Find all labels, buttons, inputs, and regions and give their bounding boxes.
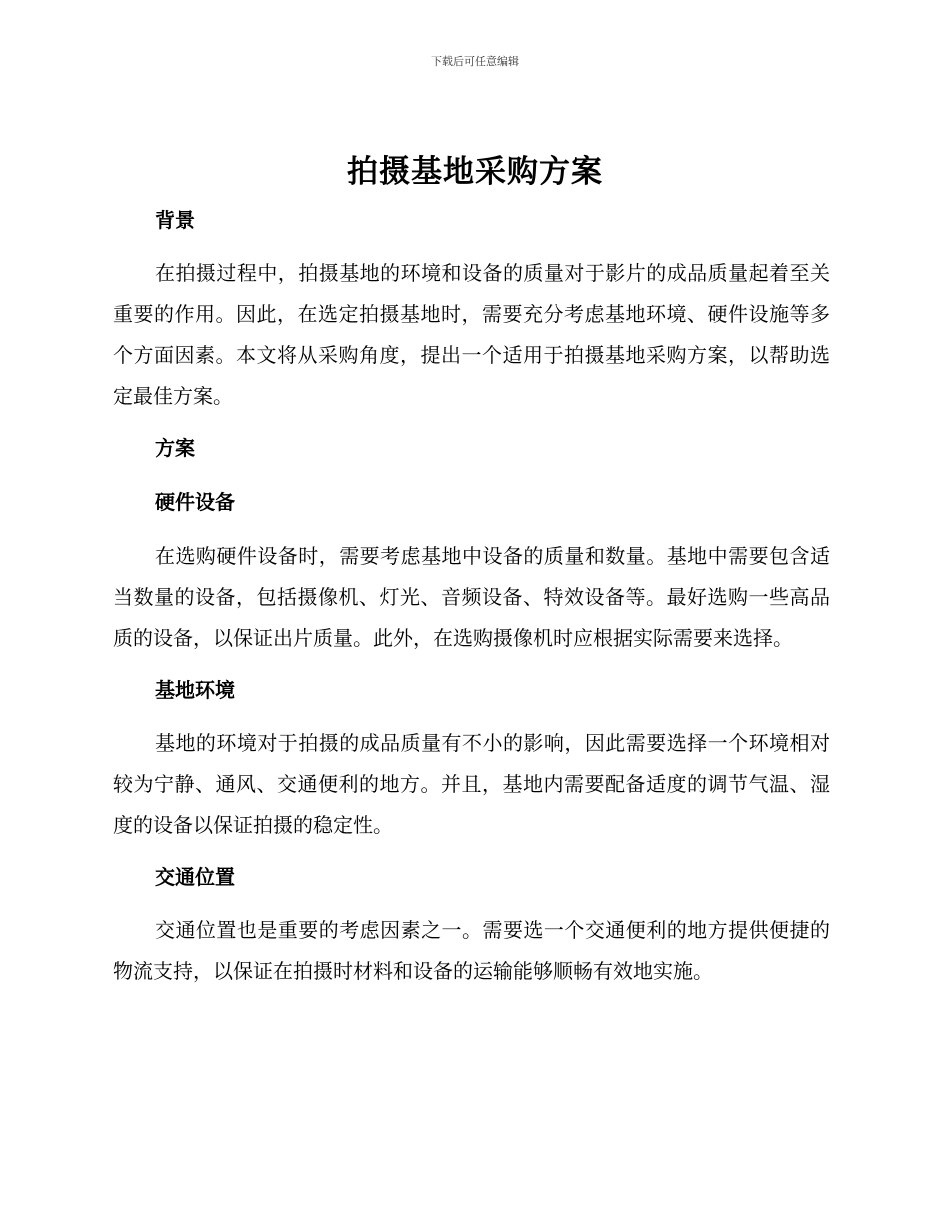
section-paragraph-background: 在拍摄过程中，拍摄基地的环境和设备的质量对于影片的成品质量起着至关重要的作用。因此，在选定拍摄基地时，需要充分考虑基地环境、硬件设施等多个方面因素。本文将从采购角度，提出一个适用于拍摄基地采购方案，以帮助选定最佳方案。 [113, 261, 830, 408]
section-paragraph-environment: 基地的环境对于拍摄的成品质量有不小的影响，因此需要选择一个环境相对较为宁静、通风、交通便利的地方。并且，基地内需要配备适度的调节气温、湿度的设备以保证拍摄的稳定性。 [113, 731, 830, 837]
section-paragraph-hardware: 在选购硬件设备时，需要考虑基地中设备的质量和数量。基地中需要包含适当数量的设备，包括摄像机、灯光、音频设备、特效设备等。最好选购一些高品质的设备，以保证出片质量。此外，在选购摄像机时应根据实际需要来选择。 [113, 544, 830, 650]
section-heading-environment: 基地环境 [155, 678, 235, 702]
document-body [113, 202, 830, 992]
section-paragraph-traffic: 交通位置也是重要的考虑因素之一。需要选一个交通便利的地方提供便捷的物流支持，以保证在拍摄时材料和设备的运输能够顺畅有效地实施。 [113, 918, 830, 983]
document-title: 拍摄基地采购方案 [347, 154, 603, 190]
section-heading-hardware: 硬件设备 [155, 490, 235, 514]
section-heading-background: 背景 [155, 208, 195, 232]
page-header: 下载后可任意编辑 [431, 55, 519, 68]
section-heading-plan: 方案 [155, 436, 195, 460]
section-heading-traffic: 交通位置 [155, 865, 235, 889]
